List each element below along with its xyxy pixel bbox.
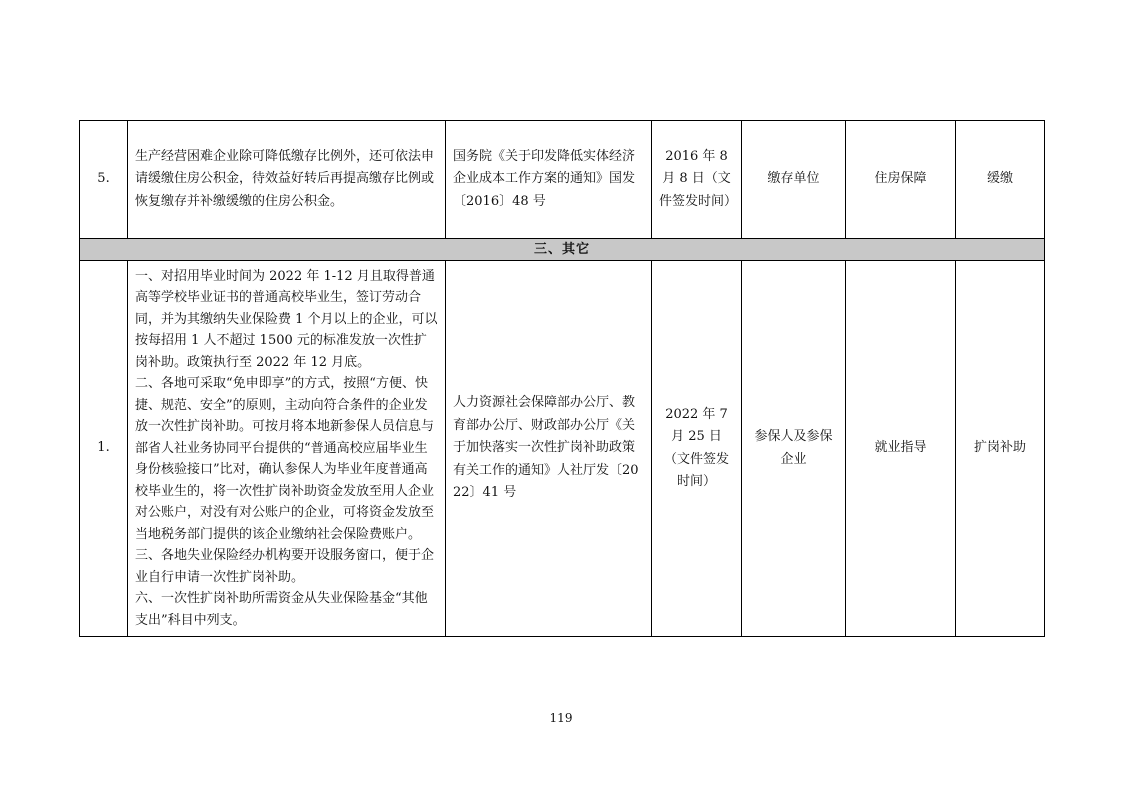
row-index: 1. [80, 261, 128, 637]
policy-content [128, 261, 446, 637]
policy-type: 缓缴 [956, 121, 1045, 239]
policy-category: 住房保障 [846, 121, 956, 239]
policy-content: 生产经营困难企业除可降低缴存比例外，还可依法申请缓缴住房公积金，待效益好转后再提高缴存比例或恢复缴存并补缴缓缴的住房公积金。 [128, 121, 446, 239]
policy-source: 国务院《关于印发降低实体经济企业成本工作方案的通知》国发〔2016〕48 号 [446, 121, 652, 239]
policy-date: 2016 年 8 月 8 日（文件签发时间） [652, 121, 742, 239]
policy-table [79, 120, 1045, 637]
section-title: 三、其它 [80, 239, 1045, 261]
policy-category: 就业指导 [846, 261, 956, 637]
row-index: 5. [80, 121, 128, 239]
policy-type: 扩岗补助 [956, 261, 1045, 637]
policy-source: 人力资源社会保障部办公厅、教育部办公厅、财政部办公厅《关于加快落实一次性扩岗补助政策有关工作的通知》人社厅发〔2022〕41 号 [446, 261, 652, 637]
policy-target: 参保人及参保企业 [742, 261, 846, 637]
table-row [80, 121, 1045, 239]
policy-paragraph: 三、各地失业保险经办机构要开设服务窗口，便于企业自行申请一次性扩岗补助。 [135, 548, 435, 585]
policy-date: 2022 年 7 月 25 日（文件签发时间） [652, 261, 742, 637]
table-row [80, 261, 1045, 637]
policy-paragraph: 一、对招用毕业时间为 2022 年 1-12 月且取得普通高等学校毕业证书的普通高校毕业生，签订劳动合同，并为其缴纳失业保险费 1 个月以上的企业，可以按每招用 1 人不超过 1500 元的标准发放一次性扩岗补助。政策执行至 2022 年 12 月底。 [135, 268, 438, 370]
page-number: 119 [549, 711, 573, 725]
policy-paragraph: 六、一次性扩岗补助所需资金从失业保险基金“其他支出”科目中列支。 [135, 591, 428, 628]
policy-target: 缴存单位 [742, 121, 846, 239]
section-header-row [80, 239, 1045, 261]
policy-paragraph: 二、各地可采取“免申即享”的方式，按照“方便、快捷、规范、安全”的原则，主动向符合条件的企业发放一次性扩岗补助。可按月将本地新参保人员信息与部省人社业务协同平台提供的“普通高校应届毕业生身份核验接口”比对，确认参保人为毕业年度普通高校毕业生的，将一次性扩岗补助资金发放至用人企业对公账户，对没有对公账户的企业，可将资金发放至当地税务部门提供的该企业缴纳社会保险费账户。 [135, 376, 435, 542]
